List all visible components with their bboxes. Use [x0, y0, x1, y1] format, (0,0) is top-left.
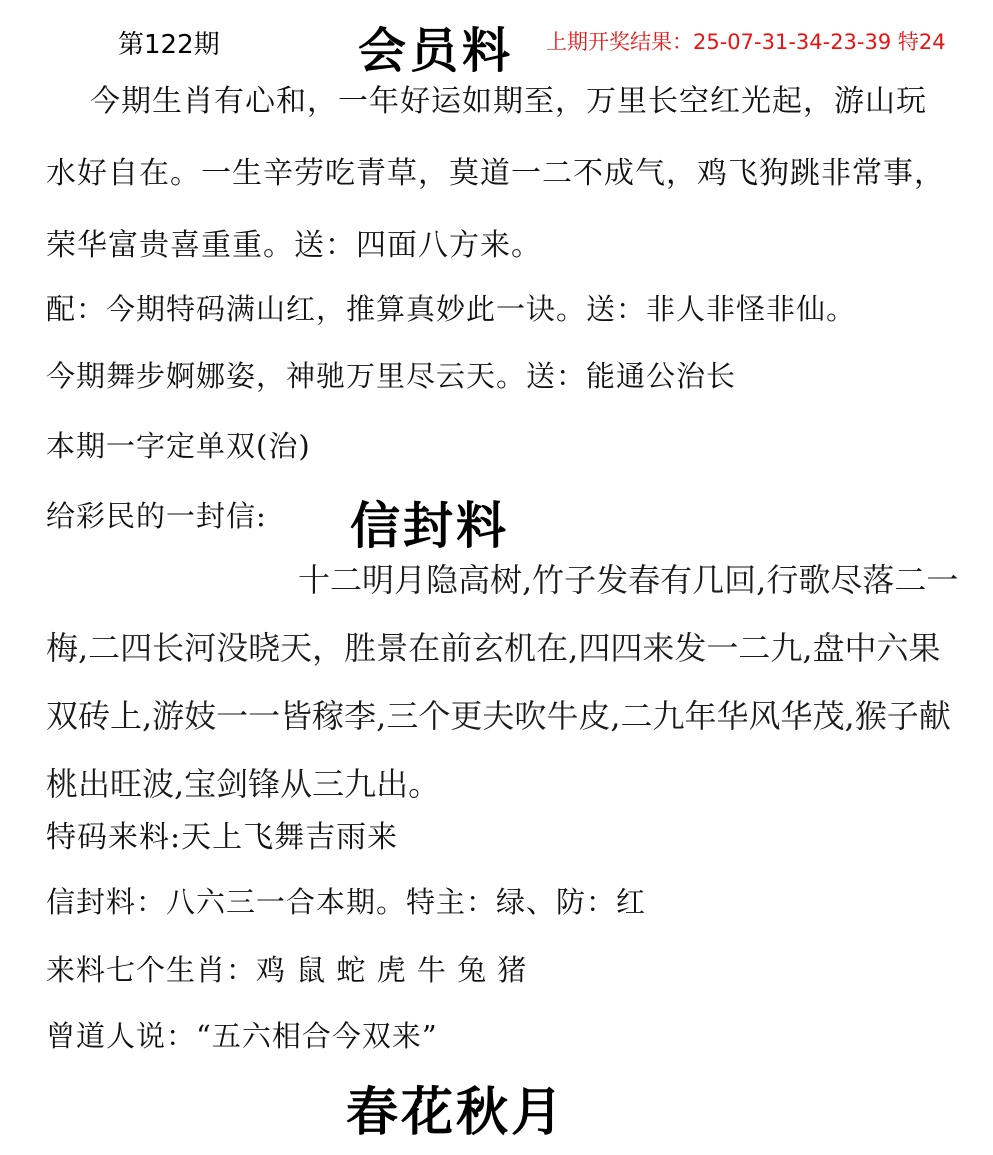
envelope-title: 信封料	[350, 496, 509, 555]
pei-line: 配：今期特码满山红，推算真妙此一诀。送：非人非怪非仙。	[46, 292, 857, 326]
odd-even-line: 本期一字定单双(治)	[46, 429, 311, 463]
zodiac-poem: 今期生肖有心和，一年好运如期至，万里长空红光起，游山玩水好自在。一生辛劳吃青草，莫道一二不成气，鸡飞狗跳非常事，荣华富贵喜重重。送：四面八方来。	[46, 84, 945, 263]
letter-poem: 十二明月隐高树,竹子发春有几回,行歌尽落二一梅,二四长河没晓天，胜景在前玄机在,四四来发一二九,盘中六果双砖上,游妓一一皆稼李,三个更夫吹牛皮,二九年华风华茂,猴子献桃出旺波,宝剑锋从三九出。	[46, 561, 959, 803]
envelope-info-line: 信封料：八六三一合本期。特主：绿、防：红	[46, 885, 647, 919]
quote-line: 曾道人说：“五六相合今双来”	[46, 1019, 438, 1053]
last-draw-result: 上期开奖结果：25-07-31-34-23-39 特24	[546, 30, 946, 54]
dance-line: 今期舞步婀娜姿，神驰万里尽云天。送：能通公治长	[46, 359, 737, 393]
special-code-line: 特码来料:天上飞舞吉雨来	[46, 820, 399, 855]
page-title: 会员料	[358, 23, 515, 79]
issue-number: 第122期	[118, 30, 220, 60]
letter-label: 给彩民的一封信:	[46, 499, 267, 533]
seven-zodiac-line: 来料七个生肖：鸡 鼠 蛇 虎 牛 兔 猪	[46, 953, 528, 987]
bottom-title: 春花秋月	[346, 1082, 567, 1143]
